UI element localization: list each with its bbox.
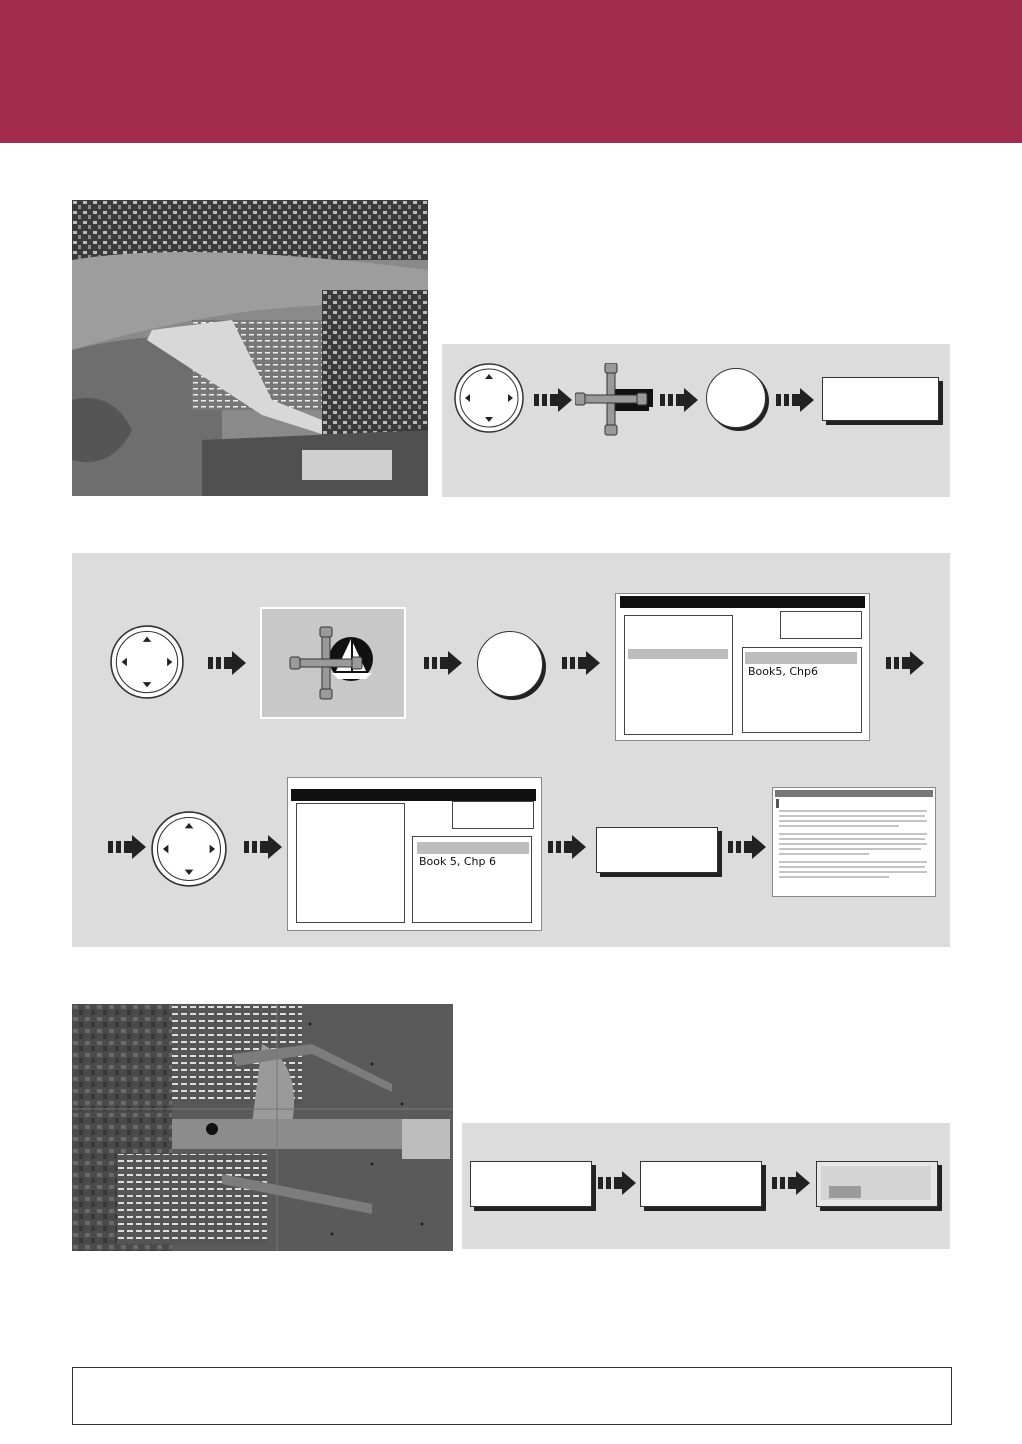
reference-list[interactable] bbox=[742, 647, 862, 733]
softkey-button-selected[interactable] bbox=[816, 1161, 938, 1207]
reference-entry[interactable]: Book 5, Chp 6 bbox=[419, 855, 496, 868]
screen-title-bar bbox=[620, 596, 865, 608]
right-arrow-icon bbox=[562, 651, 606, 677]
right-arrow-icon bbox=[208, 651, 252, 677]
right-arrow-icon bbox=[424, 651, 468, 677]
ok-button[interactable] bbox=[477, 631, 543, 697]
page-text-lines bbox=[779, 808, 931, 892]
screen-title-bar bbox=[291, 789, 536, 801]
reference-entry[interactable]: Book5, Chp6 bbox=[748, 665, 819, 678]
right-arrow-icon bbox=[728, 835, 772, 861]
cursor-on-boat-panel bbox=[260, 607, 406, 719]
category-list[interactable] bbox=[624, 615, 733, 735]
search-box[interactable] bbox=[780, 611, 862, 639]
reference-page-thumbnail bbox=[772, 787, 936, 897]
trackpad-icon[interactable] bbox=[454, 363, 524, 433]
section3-steps-panel bbox=[462, 1123, 950, 1249]
softkey-button[interactable] bbox=[596, 827, 718, 873]
chart-photo-overlay bbox=[72, 1004, 453, 1251]
category-list[interactable] bbox=[296, 803, 405, 923]
trackpad-icon[interactable] bbox=[151, 811, 227, 887]
right-arrow-icon bbox=[548, 835, 592, 861]
section1-steps-panel bbox=[442, 344, 950, 497]
sailboat-icon bbox=[286, 623, 382, 703]
selected-category[interactable] bbox=[628, 649, 728, 659]
almanac-screen bbox=[615, 593, 870, 741]
boat-position-icon bbox=[206, 1123, 218, 1135]
softkey-button[interactable] bbox=[822, 377, 939, 421]
aerial-harbour-photo bbox=[72, 200, 428, 496]
right-arrow-icon bbox=[886, 651, 930, 677]
right-arrow-icon bbox=[534, 388, 578, 414]
reference-list[interactable] bbox=[412, 836, 532, 923]
search-box[interactable] bbox=[452, 801, 534, 829]
selected-reference[interactable] bbox=[417, 842, 529, 854]
right-arrow-icon bbox=[244, 835, 288, 861]
right-arrow-icon bbox=[772, 1171, 816, 1197]
right-arrow-icon bbox=[598, 1171, 642, 1197]
right-arrow-icon bbox=[108, 835, 152, 861]
softkey-button[interactable] bbox=[640, 1161, 762, 1207]
ok-button[interactable] bbox=[706, 368, 766, 428]
note-box bbox=[72, 1367, 952, 1425]
section2-steps-panel bbox=[72, 553, 950, 947]
selected-reference[interactable] bbox=[745, 652, 857, 664]
right-arrow-icon bbox=[776, 388, 820, 414]
softkey-button[interactable] bbox=[470, 1161, 592, 1207]
header-band bbox=[0, 0, 1022, 143]
almanac-screen bbox=[287, 777, 542, 931]
selected-option-indicator bbox=[829, 1186, 861, 1198]
right-arrow-icon bbox=[660, 388, 704, 414]
trackpad-icon[interactable] bbox=[110, 625, 184, 699]
